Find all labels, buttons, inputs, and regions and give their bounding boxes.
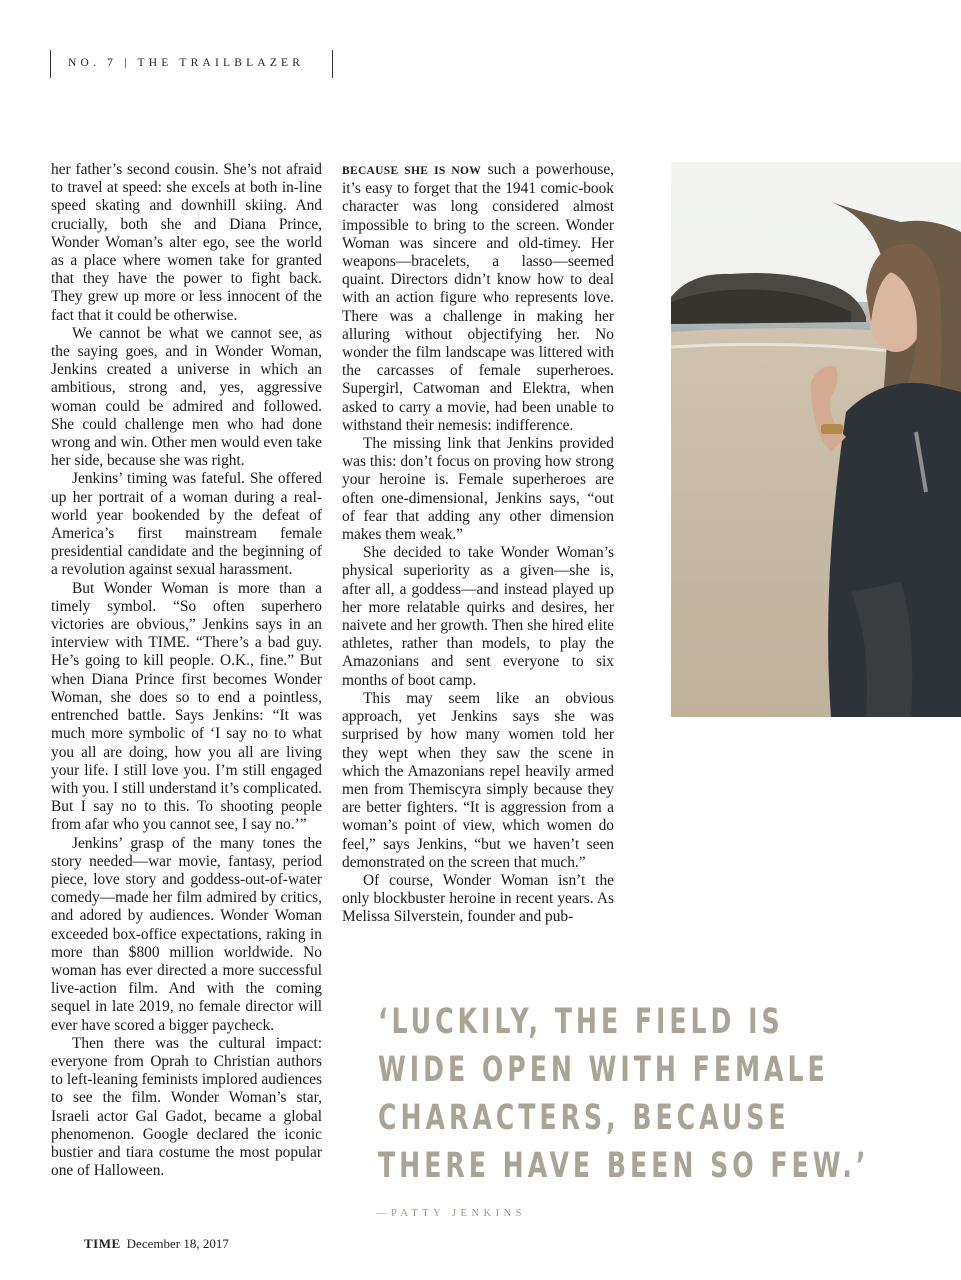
paragraph: Jenkins’ grasp of the many tones the story needed—war movie, fantasy, period piece, love story and goddess-out-of-water comedy—made her film admired by critics, and adored by audiences. Wonder Woman exceeded box-office expectations, raking in more than $800 million worldwide. No woman has ever directed a more successful live-action film. And with the coming sequel in late 2019, no female director will ever have scored a bigger paycheck. <box>51 834 322 1034</box>
paragraph: The missing link that Jenkins provided was this: don’t focus on proving how strong your heroine is. Female superheroes are often one-dimensional, Jenkins says, “out of fear that adding any other dimension makes them weak.” <box>342 435 614 544</box>
footer-date: December 18, 2017 <box>126 1236 229 1251</box>
pull-quote <box>378 998 870 1190</box>
footer-brand: TIME <box>84 1236 121 1251</box>
lead-paragraph-text: such a powerhouse, it’s easy to forget that the 1941 comic-book character was long considered almost impossible to bring to the screen. Wonder Woman was sincere and old-timey. Her weapons—bracelets, a lasso—seemed quaint. Directors didn’t know how to deal with an action figure who represents love. There was a challenge in making her alluring without objectifying her. No wonder the film landscape was littered with the carcasses of female superheroes. Supergirl, Catwoman and Elektra, when asked to carry a movie, had been unable to withstand their nemesis: indifference. <box>342 161 614 434</box>
photo-illustration <box>671 162 961 717</box>
pull-quote-line: WIDE OPEN WITH FEMALE <box>378 1050 829 1090</box>
lead-in-caps: BECAUSE SHE IS NOW <box>342 165 482 177</box>
header-divider-right <box>332 50 333 78</box>
section-header: NO. 7 | THE TRAILBLAZER <box>68 57 305 69</box>
pull-quote-line: ‘LUCKILY, THE FIELD IS <box>378 1002 784 1042</box>
paragraph: But Wonder Woman is more than a timely symbol. “So often superhero victories are obvious,” Jenkins says in an interview with TIME. “There’s a bad guy. He’s going to kill people. O.K., fine.” But when Diana Prince first becomes Wonder Woman, she does so to end a pointless, entrenched battle. Says Jenkins: “It was much more symbolic of ‘I say no to what you all are doing, how you all are living your life. I still love you. I’m still engaged with you. I still understand it’s complicated. But I say no to this. To shooting people from afar who you cannot see, I say no.’” <box>51 579 323 834</box>
paragraph: Of course, Wonder Woman isn’t the only blockbuster heroine in recent years. As Melissa Silverstein, founder and pub- <box>342 871 614 926</box>
pull-quote-line: THERE HAVE BEEN SO FEW.’ <box>378 1146 870 1186</box>
paragraph: This may seem like an obvious approach, yet Jenkins says she was surprised by how many women told her they wept when they saw the scene in which the Amazonians repel heavily armed men from Themiscyra simply because they are better fighters. “It is aggression from a woman’s point of view, which women do feel,” says Jenkins, “but we haven’t seen demonstrated on the screen that much.” <box>342 689 614 871</box>
paragraph: Jenkins’ timing was fateful. She offered up her portrait of a woman during a real-world year bookended by the defeat of America’s first mainstream female presidential candidate and the beginning of a revolution against sexual harassment. <box>51 470 322 579</box>
photo-beach-portrait <box>671 162 961 717</box>
header-divider-left <box>50 50 51 78</box>
article-column-left <box>51 161 322 1180</box>
paragraph: her father’s second cousin. She’s not afraid to travel at speed: she excels at both in-line speed skating and downhill skiing. And crucially, both she and Diana Prince, Wonder Woman’s alter ego, see the world as a place where women take for granted that they have the power to fight back. They grew up more or less innocent of the fact that it could be otherwise. <box>51 161 322 324</box>
paragraph-lead <box>342 161 614 435</box>
article-column-middle <box>342 161 614 927</box>
pull-quote-attribution: —PATTY JENKINS <box>376 1208 527 1219</box>
paragraph: We cannot be what we cannot see, as the saying goes, and in Wonder Woman, Jenkins created a universe in which an ambitious, strong and, yes, aggressive woman could be admired and followed. She could challenge men who had done wrong and win. Other men would even take her side, because she was right. <box>51 324 322 470</box>
page-footer <box>84 1236 229 1252</box>
paragraph: Then there was the cultural impact: everyone from Oprah to Christian authors to left-leaning feminists implored audiences to see the film. Wonder Woman’s star, Israeli actor Gal Gadot, became a global phenomenon. Google declared the iconic bustier and tiara costume the most popular one of Halloween. <box>51 1034 322 1180</box>
paragraph: She decided to take Wonder Woman’s physical superiority as a given—she is, after all, a goddess—and instead played up her more relatable quirks and desires, her naivete and her growth. Then she hired elite athletes, rather than models, to play the Amazonians and sent everyone to six months of boot camp. <box>342 544 614 689</box>
pull-quote-line: CHARACTERS, BECAUSE <box>378 1098 790 1138</box>
